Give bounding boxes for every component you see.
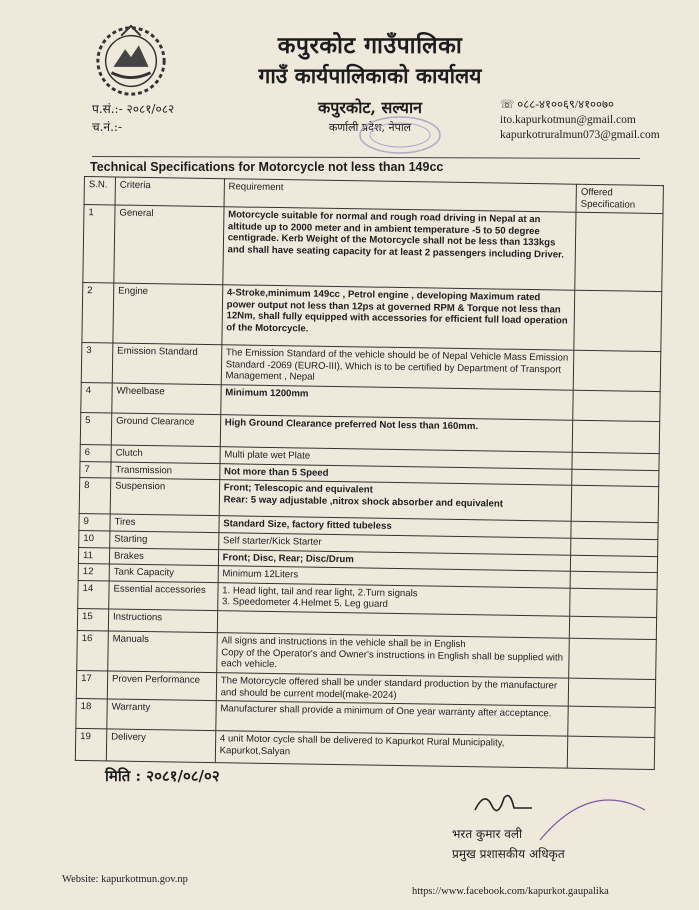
dispatch-no: च.नं.:- [92,120,123,134]
row-offered [575,212,663,291]
faded-stamp-icon [355,112,445,158]
row-sn: 3 [81,343,113,383]
ref-no: प.सं.:- २०८१/०८२ [92,102,175,116]
row-sn: 8 [79,478,111,514]
row-criteria: Engine [113,283,223,345]
row-offered [567,736,654,769]
row-offered [572,452,659,470]
requirement-text: Multi plate wet Plate [224,449,311,462]
row-offered [570,555,657,573]
row-sn: 9 [79,514,110,531]
email-1: ito.kapurkotmun@gmail.com [500,114,636,126]
header-sn: S.N. [84,177,115,206]
document-date: मिति : २०८१/०८/०२ [105,767,220,785]
requirement-text: High Ground Clearance preferred Not less than 160mm. [224,417,479,433]
table-row [82,283,662,352]
row-sn: 10 [79,530,110,547]
document-title: Technical Specifications for Motorcycle not less than 149cc [90,160,444,174]
requirement-text: Front; Telescopic and equivalent [223,482,373,496]
contact-info [500,98,660,143]
header-offered: Offered Specification [576,184,663,214]
header-criteria: Criteria [115,177,224,207]
row-criteria: Tires [110,514,219,532]
row-offered [570,571,657,589]
row-requirement [219,480,572,522]
row-requirement [223,207,577,291]
requirement-text: 1. Head light, tail and rear light, 2.Turn signals [222,584,418,600]
row-criteria: Starting [110,531,219,549]
requirement-text: Motorcycle suitable for normal and rough road driving in Nepal at an altitude up to 2000 meter and in ambient temperature -5 to 50 degree centigrade. Kerb Weight of the Motorcycle shall not be less than 133kgs and shall have seating capacity for at least 2 passengers including Driver. [227,209,565,261]
nepal-emblem-icon [92,22,170,100]
row-criteria: Tank Capacity [109,564,218,582]
row-sn: 7 [80,461,111,478]
municipality-name: कपुरकोट गाउँपालिका [277,32,463,59]
row-sn: 19 [75,729,106,761]
row-criteria: Emission Standard [112,343,221,385]
requirement-text-2: Rear: 5 way adjustable ,nitrox shock absorber and equivalent [223,494,504,510]
signer-title: प्रमुख प्रशासकीय अधिकृत [452,847,565,861]
requirement-text: Self starter/Kick Starter [222,535,322,548]
phone-number: ☏ ०८८-४१००६९/४१००७० [500,99,614,111]
row-criteria: Wheelbase [112,383,221,415]
requirement-text: 4-Stroke,minimum 149cc , Petrol engine , developing Maximum rated power output not less than 12ps at governed RPM & Torque not less than 12Nm, shall fully equipped with accessories for efficient full load operation of the Motorcycle. [226,287,568,335]
row-criteria: Instructions [108,609,217,633]
requirement-text: Standard Size, factory fitted tubeless [223,518,392,533]
row-sn: 2 [82,283,114,343]
row-sn: 16 [77,630,109,670]
row-offered [568,706,655,737]
table-row [83,205,663,292]
row-requirement [215,731,568,769]
row-requirement [222,285,575,351]
row-offered [571,538,658,556]
requirement-text: Manufacturer shall provide a minimum of One year warranty after acceptance. [220,703,552,720]
row-sn: 11 [78,547,109,564]
office-location: कपुरकोट, सल्यान [318,98,422,117]
row-criteria: Clutch [111,445,220,463]
header-divider [92,156,640,159]
requirement-text: Not more than 5 Speed [223,466,329,479]
requirement-text: Minimum 1200mm [225,387,309,400]
row-sn: 6 [80,445,111,462]
row-criteria: Ground Clearance [111,413,220,447]
row-criteria: General [114,205,224,285]
row-criteria: Manuals [108,631,217,673]
requirement-text: The Emission Standard of the vehicle should be of Nepal Vehicle Mass Emission Standard -2069 (EURO-III), Which is to be certified by Department of Transport Management , Nepal [225,347,569,384]
row-sn: 5 [80,413,111,445]
row-offered [568,678,655,708]
row-sn: 17 [76,670,107,699]
row-offered [572,469,659,487]
website-text: Website: kapurkotmun.gov.np [62,874,188,885]
office-name: गाउँ कार्यपालिकाको कार्यालय [258,63,482,88]
reference-numbers [92,100,174,136]
requirement-text: All signs and instructions in the vehicle shall be in English [221,635,466,650]
row-sn: 4 [81,383,112,413]
row-criteria: Proven Performance [107,671,216,701]
row-criteria: Essential accessories [109,581,218,611]
row-offered [572,420,659,453]
row-criteria: Warranty [107,699,216,731]
row-offered [571,486,658,523]
row-sn: 15 [77,608,108,630]
facebook-link[interactable]: https://www.facebook.com/kapurkot.gaupalika [412,886,609,897]
row-sn: 18 [76,699,107,729]
requirement-text-2: Copy of the Operator's and Owner's instructions in English shall be supplied with each vehicle. [220,646,564,671]
row-criteria: Transmission [111,462,220,480]
row-offered [574,290,662,351]
row-requirement [216,633,569,679]
table-body [75,205,663,770]
header-requirement: Requirement [224,179,577,213]
row-offered [571,522,658,540]
email-2: kapurkotruralmun073@gmail.com [500,129,660,141]
row-requirement [221,345,574,391]
requirement-text-2: 3. Speedometer 4.Helmet 5. Leg guard [221,596,388,611]
row-criteria: Delivery [106,729,215,763]
row-sn: 14 [78,580,109,609]
signer-name: भरत कुमार वली [452,827,523,841]
row-criteria: Brakes [109,548,218,566]
province-name: कर्णाली प्रदेश, नेपाल [328,121,412,134]
row-criteria: Suspension [110,478,219,516]
row-offered [573,390,660,421]
signatory [452,824,565,864]
row-sn: 12 [78,564,109,581]
spec-table-wrapper [75,176,664,770]
row-offered [570,588,657,618]
requirement-text: Minimum 12Liters [222,568,299,581]
row-offered [569,638,657,679]
requirement-text: Front; Disc, Rear; Disc/Drum [222,551,354,565]
row-offered [569,616,656,639]
row-sn: 1 [83,205,115,283]
row-offered [573,350,661,391]
requirement-text: The Motorcycle offered shall be under standard production by the manufacturer and should be current model(make-2024) [220,675,558,701]
spec-table [75,176,664,770]
requirement-text: 4 unit Motor cycle shall be delivered to Kapurkot Rural Municipality, Kapurkot,Salyan [219,733,505,758]
